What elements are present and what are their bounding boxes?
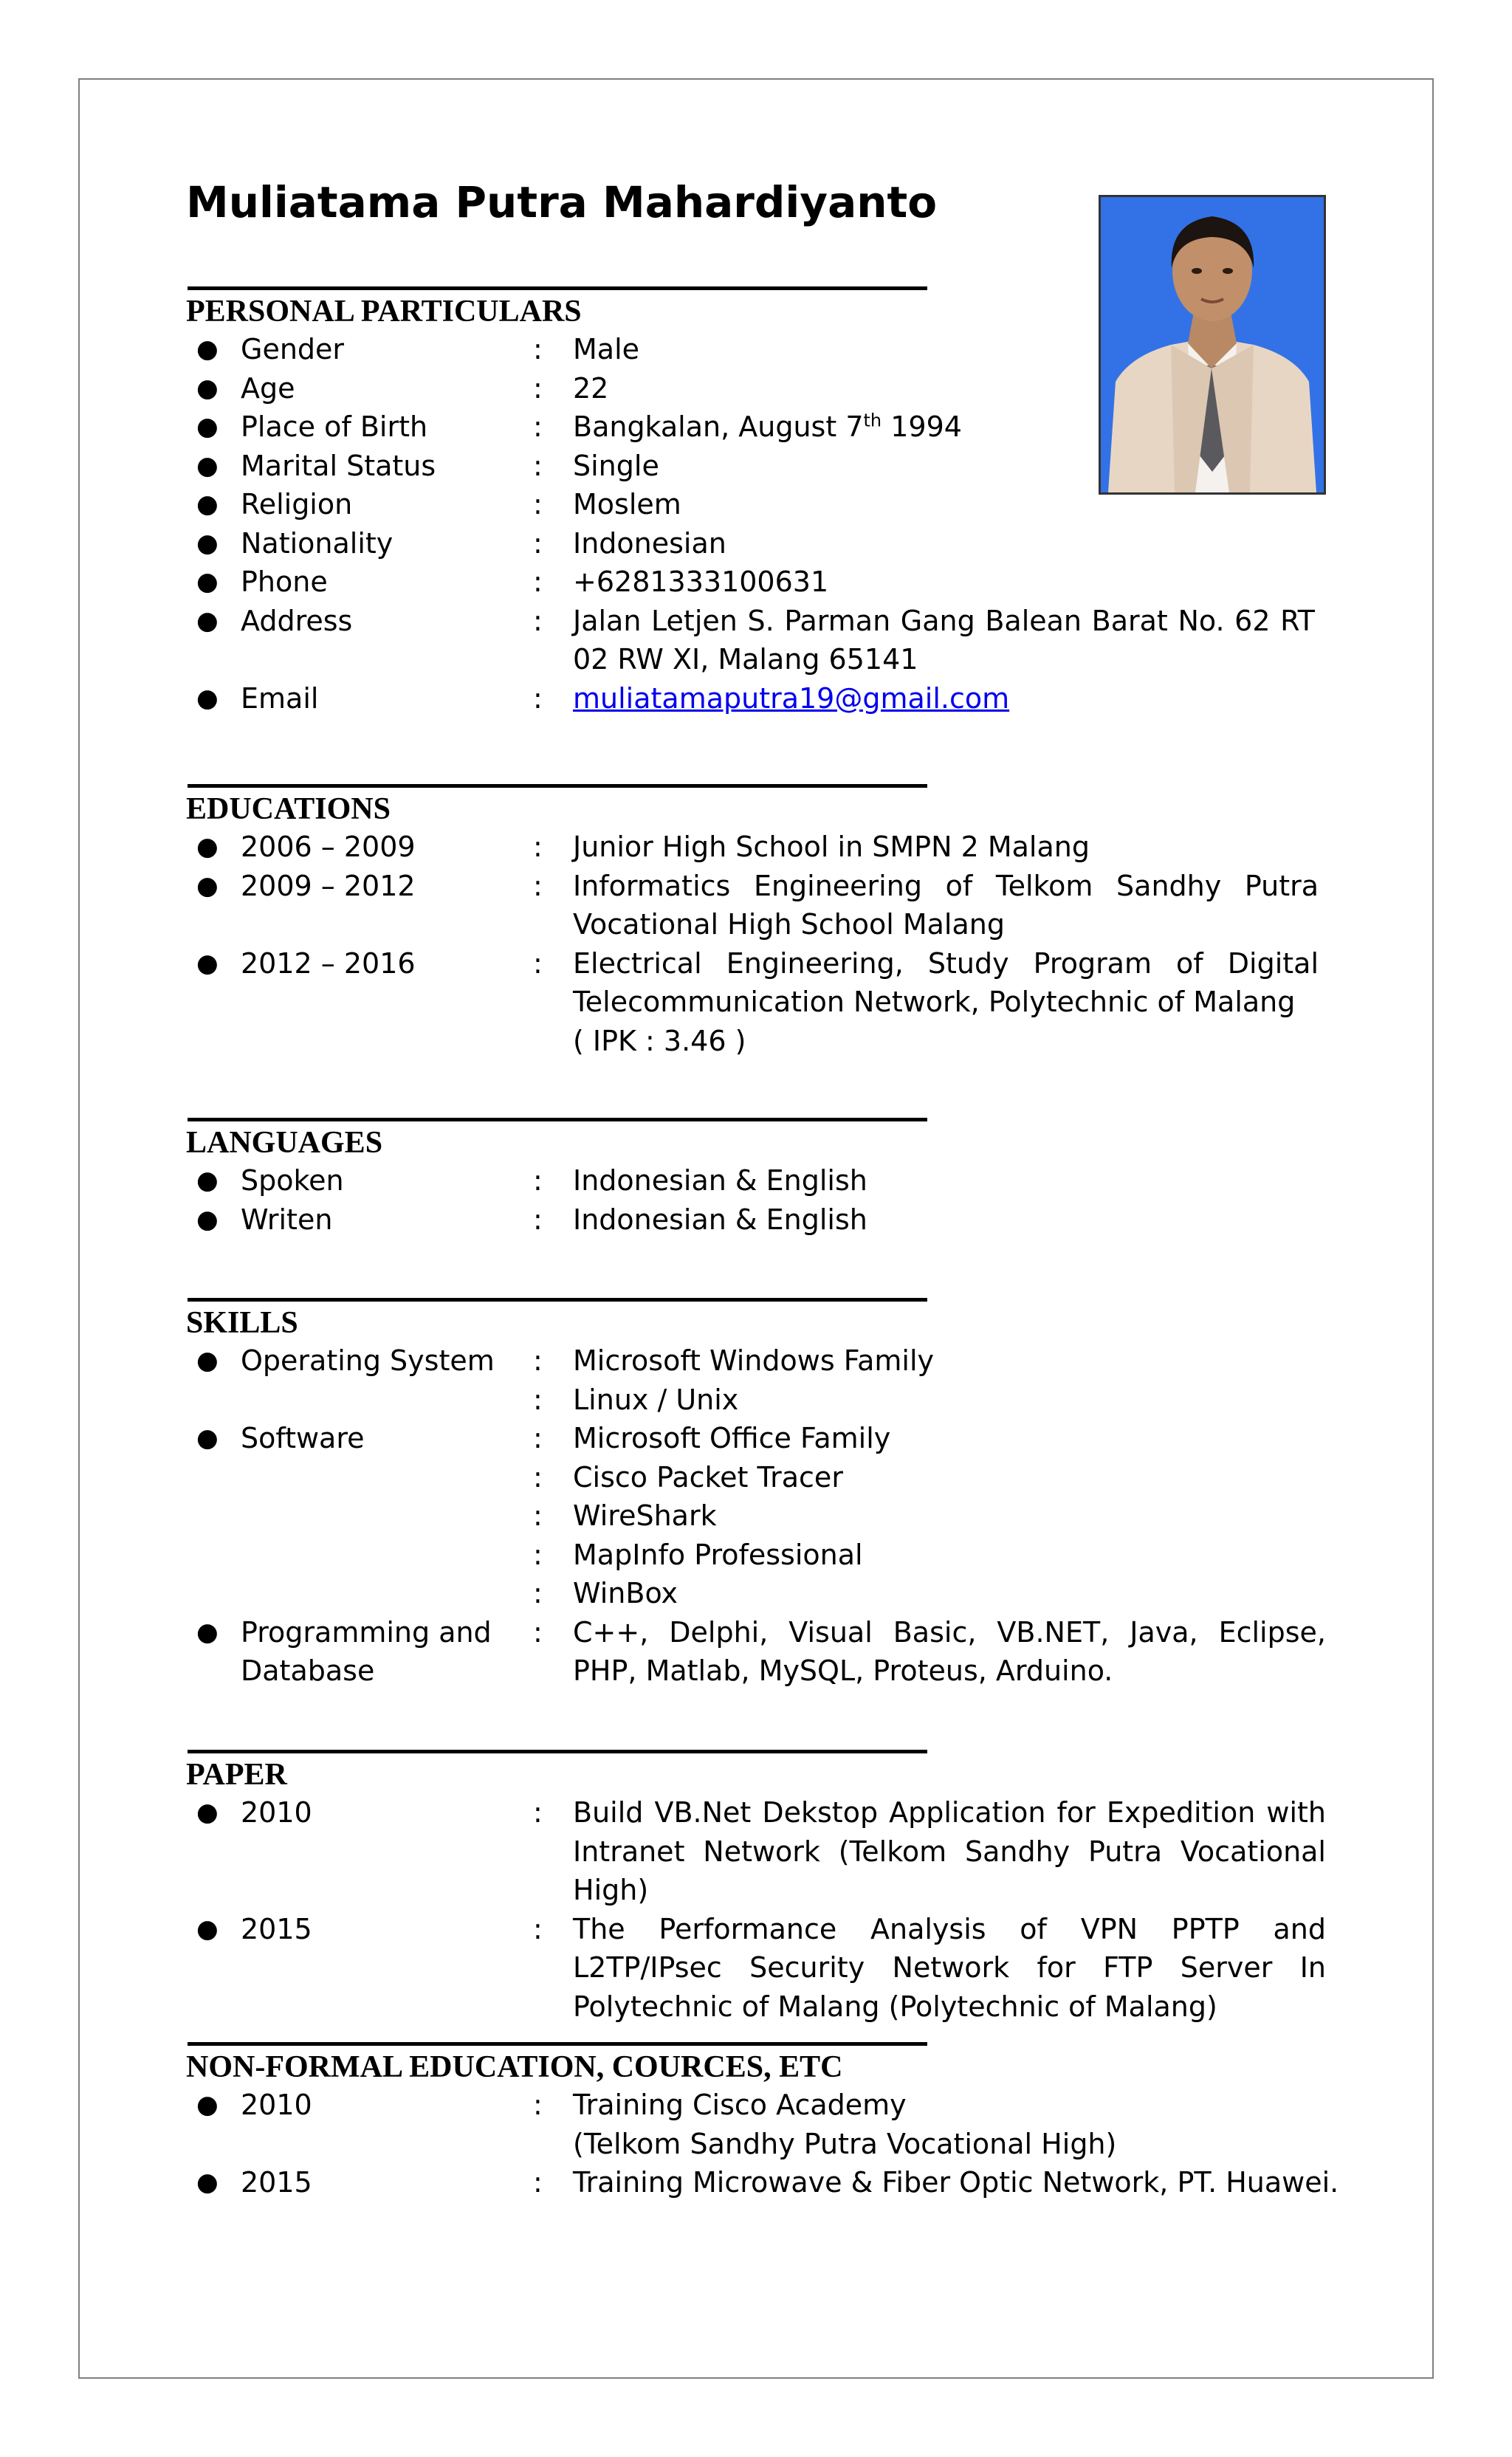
- bullet: ●: [196, 2090, 219, 2120]
- software-row: [186, 1574, 1323, 1613]
- bullet: ●: [196, 1346, 219, 1375]
- bullet: ●: [196, 2168, 219, 2197]
- section-rule: [188, 2042, 927, 2046]
- colon: :: [533, 1383, 543, 1416]
- colon: :: [533, 604, 543, 637]
- bullet: ●: [196, 1204, 219, 1234]
- section-title: NON-FORMAL EDUCATION, COURCES, ETC: [186, 2050, 843, 2084]
- colon: :: [533, 449, 543, 482]
- bullet: ●: [196, 870, 219, 901]
- education-item: [186, 828, 1323, 867]
- education-item: [186, 867, 1323, 944]
- bullet: ●: [196, 450, 219, 481]
- software-value: Microsoft Office Family: [573, 1422, 891, 1454]
- section-nonformal: [186, 2042, 1339, 2202]
- email-label: Email: [241, 681, 319, 715]
- section-title: LANGUAGES: [186, 1126, 383, 1160]
- birth-value-suffix: th: [863, 410, 882, 431]
- nationality-row: [186, 524, 1323, 563]
- colon: :: [533, 371, 543, 405]
- os-row: [186, 1341, 1323, 1381]
- birth-value-main: Bangkalan, August 7: [573, 410, 864, 443]
- section-rule: [188, 1298, 927, 1302]
- nonformal-item: [186, 2163, 1339, 2202]
- bullet: ●: [196, 1166, 219, 1195]
- colon: :: [533, 2089, 543, 2121]
- colon: :: [533, 1577, 543, 1609]
- section-education: [186, 784, 1323, 1060]
- colon: :: [533, 946, 543, 980]
- software-value: Cisco Packet Tracer: [573, 1460, 843, 1494]
- section-title: PERSONAL PARTICULARS: [186, 295, 582, 329]
- paper-year: 2010: [241, 1796, 312, 1829]
- nonformal-text-sub: (Telkom Sandhy Putra Vocational High): [573, 2127, 1117, 2160]
- nonformal-year: 2010: [241, 2089, 312, 2121]
- gender-row: [186, 330, 1323, 369]
- gender-value: Male: [573, 333, 640, 365]
- colon: :: [533, 1499, 543, 1532]
- education-text: Electrical Engineering, Study Program of Digital Telecommunication Network, Polytechnic of Malang: [573, 946, 1319, 1018]
- written-value: Indonesian & English: [573, 1203, 867, 1236]
- bullet: ●: [196, 412, 219, 441]
- colon: :: [533, 1164, 543, 1197]
- birth-value: [573, 408, 1311, 447]
- gender-label: Gender: [241, 333, 345, 365]
- programming-row: [186, 1613, 1326, 1691]
- nonformal-item: [186, 2086, 1323, 2163]
- section-title: PAPER: [186, 1758, 287, 1792]
- colon: :: [533, 410, 543, 443]
- software-row: [186, 1496, 1323, 1536]
- colon: :: [533, 1912, 543, 1945]
- colon: :: [533, 1538, 543, 1571]
- phone-label: Phone: [241, 566, 328, 598]
- colon: :: [533, 2166, 543, 2199]
- bullet: ●: [196, 1798, 219, 1827]
- age-label: Age: [241, 371, 295, 405]
- section-title: EDUCATIONS: [186, 792, 391, 826]
- os-row: [186, 1381, 1323, 1420]
- address-row: [186, 602, 1323, 679]
- education-text: Junior High School in SMPN 2 Malang: [573, 831, 1090, 863]
- section-rule: [188, 1118, 927, 1121]
- nonformal-text: Training Microwave & Fiber Optic Network, PT. Huawei.: [573, 2166, 1339, 2199]
- bullet: ●: [196, 1617, 219, 1647]
- spoken-row: [186, 1161, 1323, 1200]
- colon: :: [533, 1460, 543, 1494]
- software-value: WinBox: [573, 1577, 678, 1609]
- section-skills: [186, 1298, 1326, 1691]
- nonformal-year: 2015: [241, 2166, 312, 2199]
- bullet: ●: [196, 832, 219, 862]
- marital-label: Marital Status: [241, 449, 436, 482]
- software-value: MapInfo Professional: [573, 1538, 863, 1571]
- bullet: ●: [196, 1914, 219, 1944]
- software-row: [186, 1458, 1323, 1497]
- section-rule: [188, 1750, 927, 1753]
- software-label: Software: [241, 1422, 365, 1454]
- email-link[interactable]: muliatamaputra19@gmail.com: [573, 681, 1010, 715]
- spoken-label: Spoken: [241, 1164, 344, 1197]
- colon: :: [533, 831, 543, 863]
- colon: :: [533, 333, 543, 365]
- cv-name: Muliatama Putra Mahardiyanto: [186, 177, 938, 227]
- section-rule: [188, 784, 927, 788]
- paper-text: The Performance Analysis of VPN PPTP and L2TP/IPsec Security Network for FTP Server In Polytechnic of Malang (Polytechnic of Malang): [573, 1912, 1326, 2023]
- nonformal-text: Training Cisco Academy: [573, 2089, 907, 2121]
- software-value: WireShark: [573, 1499, 717, 1532]
- education-years: 2006 – 2009: [241, 831, 416, 863]
- spoken-value: Indonesian & English: [573, 1164, 867, 1197]
- education-years: 2012 – 2016: [241, 946, 416, 980]
- birth-row: [186, 408, 1323, 447]
- bullet: ●: [196, 683, 219, 713]
- education-text: Informatics Engineering of Telkom Sandhy Putra Vocational High School Malang: [573, 869, 1319, 941]
- bullet: ●: [196, 373, 219, 403]
- marital-value: Single: [573, 449, 659, 482]
- birth-value-year: 1994: [882, 410, 962, 443]
- paper-text: Build VB.Net Dekstop Application for Expedition with Intranet Network (Telkom Sandhy Putra Vocational High): [573, 1796, 1326, 1906]
- bullet: ●: [196, 948, 219, 978]
- phone-value: +6281333100631: [573, 566, 829, 598]
- education-gpa: ( IPK : 3.46 ): [573, 1024, 746, 1057]
- birth-label: Place of Birth: [241, 410, 428, 443]
- email-row: [186, 679, 1323, 718]
- software-row: [186, 1536, 1323, 1575]
- section-personal: [186, 286, 1323, 718]
- bullet: ●: [196, 489, 219, 519]
- section-title: SKILLS: [186, 1306, 298, 1340]
- colon: :: [533, 1796, 543, 1829]
- education-item: [186, 944, 1323, 1061]
- programming-label: Programming and Database: [241, 1615, 492, 1687]
- os-value: Linux / Unix: [573, 1383, 739, 1416]
- bullet: ●: [196, 1423, 219, 1453]
- address-label: Address: [241, 604, 353, 637]
- paper-item: [186, 1910, 1326, 2027]
- phone-row: [186, 563, 1323, 602]
- written-row: [186, 1200, 1323, 1240]
- paper-year: 2015: [241, 1912, 312, 1945]
- colon: :: [533, 526, 543, 560]
- address-value: Jalan Letjen S. Parman Gang Balean Barat No. 62 RT 02 RW XI, Malang 65141: [573, 604, 1315, 676]
- bullet: ●: [196, 334, 219, 364]
- age-row: [186, 369, 1323, 408]
- colon: :: [533, 1203, 543, 1236]
- religion-row: [186, 485, 1323, 524]
- section-rule: [188, 286, 927, 290]
- software-row: [186, 1419, 1323, 1458]
- os-value: Microsoft Windows Family: [573, 1344, 934, 1377]
- colon: :: [533, 1615, 543, 1649]
- age-value: 22: [573, 371, 609, 405]
- education-years: 2009 – 2012: [241, 869, 416, 902]
- colon: :: [533, 1422, 543, 1454]
- religion-value: Moslem: [573, 488, 681, 520]
- marital-row: [186, 447, 1323, 486]
- paper-item: [186, 1793, 1326, 1910]
- bullet: ●: [196, 605, 219, 636]
- os-label: Operating System: [241, 1344, 495, 1377]
- colon: :: [533, 488, 543, 520]
- section-paper: [186, 1750, 1326, 2026]
- colon: :: [533, 869, 543, 902]
- written-label: Writen: [241, 1203, 333, 1236]
- colon: :: [533, 566, 543, 598]
- bullet: ●: [196, 567, 219, 597]
- section-languages: [186, 1118, 1323, 1239]
- email-value: [573, 679, 1311, 718]
- nationality-value: Indonesian: [573, 526, 726, 560]
- bullet: ●: [196, 528, 219, 558]
- colon: :: [533, 1344, 543, 1377]
- religion-label: Religion: [241, 488, 353, 520]
- nationality-label: Nationality: [241, 526, 394, 560]
- colon: :: [533, 681, 543, 715]
- programming-value: C++, Delphi, Visual Basic, VB.NET, Java, Eclipse, PHP, Matlab, MySQL, Proteus, Arduino.: [573, 1615, 1326, 1687]
